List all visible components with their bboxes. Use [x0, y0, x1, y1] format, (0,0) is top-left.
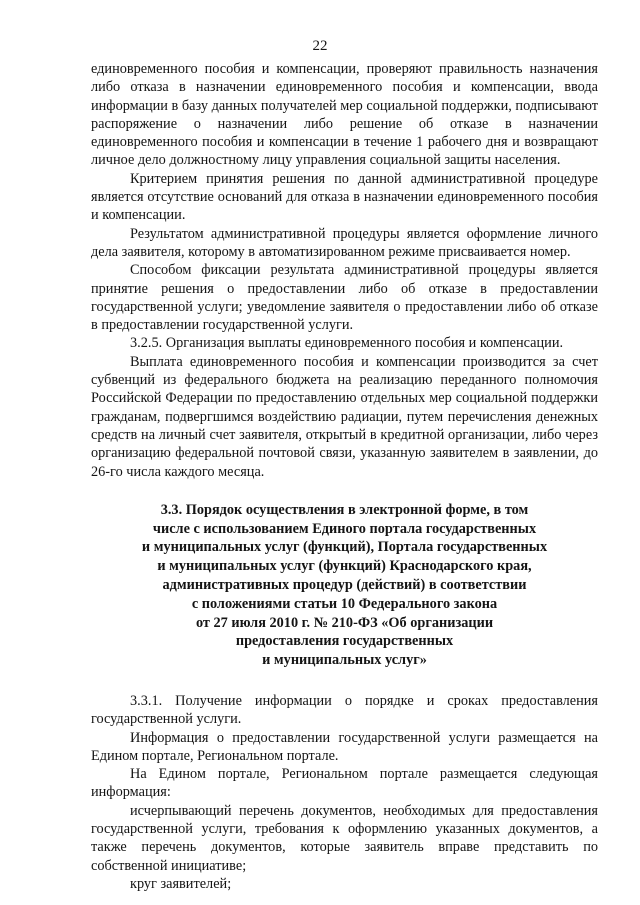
- heading-line: и муниципальных услуг (функций) Краснодарского края,: [157, 558, 532, 575]
- paragraph: Результатом административной процедуры является оформление личного дела заявителя, которому в автоматизированном режиме присваивается номер.: [91, 225, 598, 260]
- heading-line: числе с использованием Единого портала государственных: [152, 520, 537, 537]
- page-number: 22: [312, 38, 328, 54]
- paragraph: 3.2.5. Организация выплаты единовременного пособия и компенсации.: [130, 335, 564, 352]
- document-body: [91, 60, 598, 893]
- paragraph: На Едином портале, Региональном портале размещается следующая информация:: [91, 766, 598, 801]
- paragraph: Информация о предоставлении государственной услуги размещается на Едином портале, Региональном портале.: [91, 729, 598, 764]
- paragraph: Способом фиксации результата административной процедуры является принятие решения о предоставлении либо об отказе в предоставлении государственной услуги; уведомление заявителя о предоставлении либо об отказе в предоставлении государственной услуги.: [91, 262, 598, 334]
- heading-line: и муниципальных услуг (функций), Портала государственных: [141, 539, 548, 556]
- heading-line: с положениями статьи 10 Федерального закона: [191, 595, 498, 612]
- heading-line: 3.3. Порядок осуществления в электронной форме, в том: [160, 501, 529, 518]
- heading-line: и муниципальных услуг»: [262, 652, 427, 669]
- paragraph: Критерием принятия решения по данной административной процедуре является отсутствие оснований для отказа в назначении единовременного пособия и компенсации.: [91, 170, 598, 224]
- section-heading: [91, 501, 598, 670]
- heading-line: предоставления государственных: [235, 633, 454, 650]
- paragraph: круг заявителей;: [130, 875, 232, 892]
- paragraph: единовременного пособия и компенсации, проверяют правильность назначения либо отказа в назначении единовременного пособия и компенсации, ввода информации в базу данных получателей мер социальной поддержки, подписывают распоряжение о назначении либо решение об отказе в назначении единовременного пособия и компенсации в течение 1 рабочего дня и возвращают личное дело должностному лицу управления социальной защиты населения.: [91, 61, 598, 169]
- paragraph: 3.3.1. Получение информации о порядке и сроках предоставления государственной услуги.: [91, 693, 598, 728]
- bottom-section: [91, 692, 598, 893]
- heading-line: от 27 июля 2010 г. № 210-ФЗ «Об организации: [195, 614, 494, 631]
- paragraph: Выплата единовременного пособия и компенсации производится за счет субвенций из федерального бюджета на реализацию переданного полномочия Российской Федерации по предоставлению отдельных мер социальной поддержки гражданам, подвергшимся воздействию радиации, путем перечисления денежных средств на личный счет заявителя, открытый в кредитной организации, либо через организацию федеральной почтовой связи, указанную заявителем в заявлении, до 26-го числа каждого месяца.: [91, 353, 598, 480]
- paragraph: исчерпывающий перечень документов, необходимых для предоставления государственной услуги, требования к оформлению указанных документов, а также перечень документов, которые заявитель вправе представить по собственной инициативе;: [91, 802, 598, 874]
- top-section: [91, 60, 598, 481]
- heading-line: административных процедур (действий) в соответствии: [162, 577, 527, 594]
- spacer: [91, 670, 598, 692]
